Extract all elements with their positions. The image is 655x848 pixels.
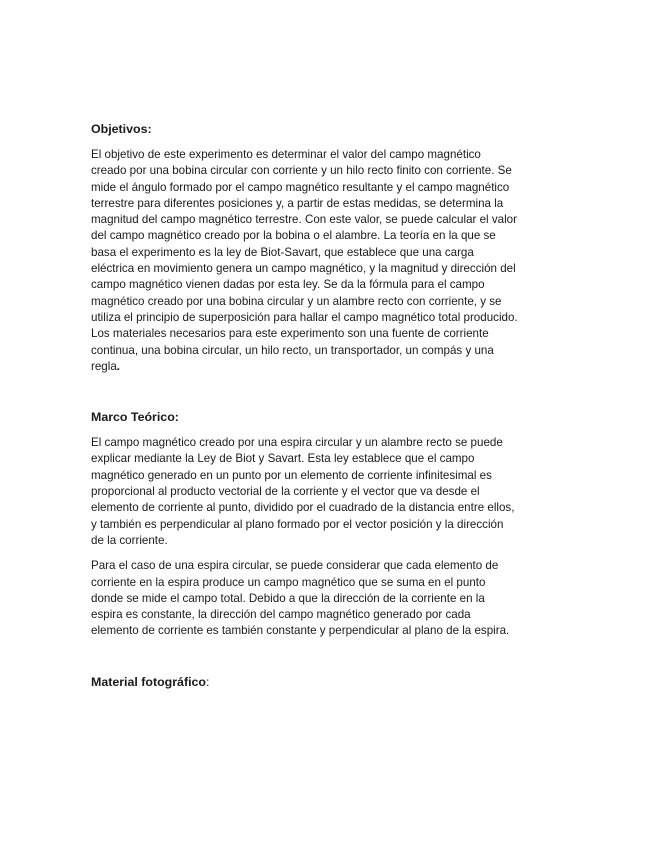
objetivos-heading: Objetivos: — [91, 122, 152, 136]
bold-period: . — [116, 359, 121, 373]
text-line: El objetivo de este experimento es determinar el valor del campo magnético — [91, 148, 481, 161]
marco-teorico-heading: Marco Teórico: — [91, 410, 179, 425]
text-line: magnético generado en un punto por un elemento de corriente infinitesimal es — [91, 468, 492, 482]
text-line: elemento de corriente es también constante y perpendicular al plano de la espira. — [91, 624, 510, 638]
text-line: magnético creado por una bobina circular y un alambre recto con corriente, y se — [91, 294, 502, 308]
marco-paragraph-2 — [91, 558, 571, 639]
text-line: Los materiales necesarios para este experimento son una fuente de corriente — [91, 327, 489, 341]
text-line: Para el caso de una espira circular, se puede considerar que cada elemento de — [91, 559, 499, 573]
text-line: basa el experimento es la ley de Biot-Savart, que establece que una carga — [91, 245, 474, 259]
text-line: eléctrica en movimiento genera un campo magnético, y la magnitud y dirección del — [91, 262, 516, 276]
text-line: corriente en la espira produce un campo magnético que se suma en el punto — [91, 575, 486, 589]
text-line: El campo magnético creado por una espira circular y un alambre recto se puede — [91, 436, 503, 450]
text-line: continua, una bobina circular, un hilo recto, un transportador, un compás y una — [91, 343, 494, 357]
text-line: proporcional al producto vectorial de la corriente y el vector que va desde el — [91, 485, 480, 499]
text-line: magnitud del campo magnético terrestre. Con este valor, se puede calcular el valor — [91, 213, 517, 227]
text-line: terrestre para diferentes posiciones y, a partir de estas medidas, se determina la — [91, 196, 504, 210]
material-fotografico-heading — [91, 674, 571, 691]
text-line: del campo magnético creado por la bobina o el alambre. La teoría en la que se — [91, 229, 496, 243]
objetivos-paragraph — [91, 147, 571, 375]
heading-colon: : — [205, 674, 210, 689]
text-line: explicar mediante la Ley de Biot y Savart. Esta ley establece que el campo — [91, 452, 475, 466]
marco-paragraph-1 — [91, 435, 571, 549]
text-line-last — [91, 359, 571, 375]
text-line: elemento de corriente al punto, dividido por el cuadrado de la distancia entre ellos, — [91, 501, 515, 515]
text-line: espira es constante, la dirección del campo magnético generado por cada — [91, 608, 471, 622]
heading-text: Material fotográfico — [91, 674, 206, 689]
document-content — [91, 121, 571, 691]
text-line: y también es perpendicular al plano formado por el vector posición y la dirección — [91, 517, 504, 531]
text-line: creado por una bobina circular con corriente y un hilo recto finito con corriente. Se — [91, 164, 512, 178]
text-line: utiliza el principio de superposición para hallar el campo magnético total producido. — [91, 310, 518, 324]
text-fragment: regla — [91, 359, 117, 373]
text-line: donde se mide el campo total. Debido a que la dirección de la corriente en la — [91, 591, 485, 605]
text-line: campo magnético vienen dadas por esta ley. Se da la fórmula para el campo — [91, 278, 485, 292]
text-line: de la corriente. — [91, 533, 168, 547]
text-line: mide el ángulo formado por el campo magnético resultante y el campo magnético — [91, 180, 510, 194]
